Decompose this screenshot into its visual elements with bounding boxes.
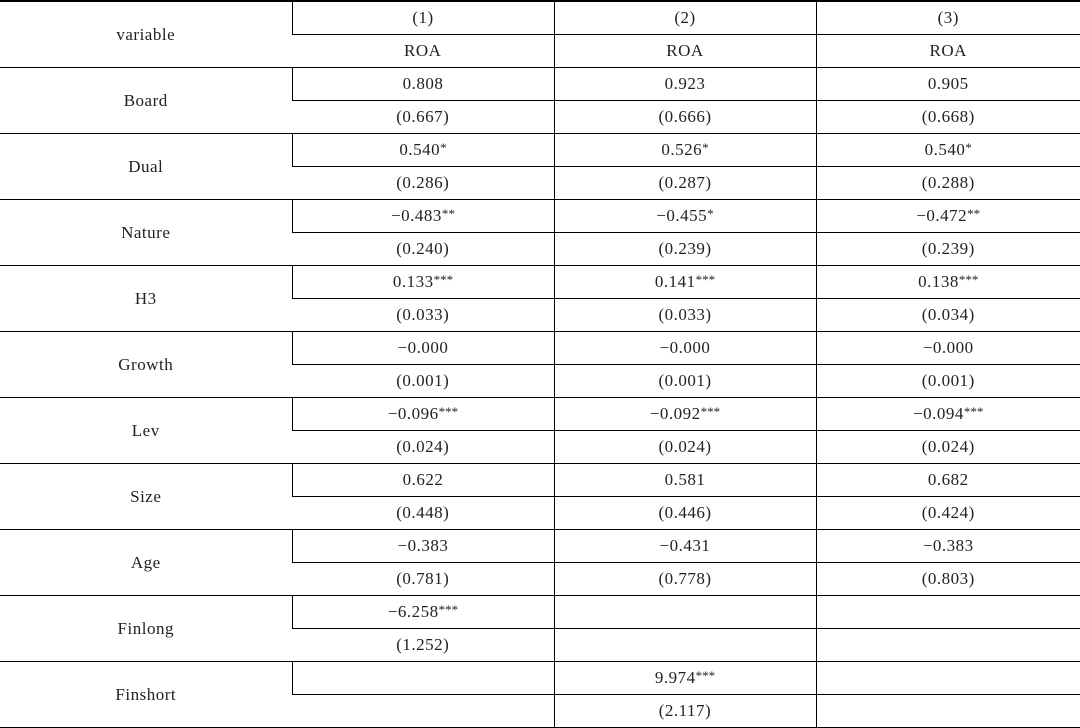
coefficient-value: −0.483 <box>391 206 442 225</box>
coefficient-cell <box>292 200 554 233</box>
variable-name: Size <box>0 464 292 530</box>
standard-error-cell: (0.448) <box>292 497 554 530</box>
standard-error-cell <box>554 629 816 662</box>
table-row-coefficient <box>0 596 1080 629</box>
coefficient-value: 9.974 <box>654 668 696 687</box>
standard-error-cell: (0.803) <box>816 563 1080 596</box>
table-row-coefficient <box>0 266 1080 299</box>
standard-error-cell: (0.239) <box>816 233 1080 266</box>
variable-name: Finlong <box>0 596 292 662</box>
standard-error-cell: (0.033) <box>292 299 554 332</box>
coefficient-value: 0.905 <box>927 74 969 93</box>
dependent-variable-header: ROA <box>816 35 1080 68</box>
coefficient-cell <box>292 596 554 629</box>
standard-error-cell: (0.033) <box>554 299 816 332</box>
standard-error-cell: (0.001) <box>816 365 1080 398</box>
variable-name: Lev <box>0 398 292 464</box>
standard-error-cell: (0.667) <box>292 101 554 134</box>
table-row-coefficient <box>0 398 1080 431</box>
coefficient-value: 0.141 <box>654 272 696 291</box>
coefficient-cell <box>816 464 1080 497</box>
standard-error-cell: (0.668) <box>816 101 1080 134</box>
coefficient-value: 0.540 <box>399 140 441 159</box>
significance-stars: *** <box>700 404 721 419</box>
table-row-coefficient <box>0 68 1080 101</box>
standard-error-cell <box>816 629 1080 662</box>
table-row-coefficient <box>0 530 1080 563</box>
standard-error-cell: (2.117) <box>554 695 816 728</box>
coefficient-cell <box>292 266 554 299</box>
coefficient-value: 0.682 <box>927 470 969 489</box>
standard-error-cell: (0.287) <box>554 167 816 200</box>
coefficient-value: 0.808 <box>402 74 444 93</box>
coefficient-cell <box>292 530 554 563</box>
standard-error-cell: (0.286) <box>292 167 554 200</box>
table-row-coefficient <box>0 200 1080 233</box>
variable-name: H3 <box>0 266 292 332</box>
table-row-coefficient <box>0 332 1080 365</box>
coefficient-cell <box>816 596 1080 629</box>
standard-error-cell: (0.239) <box>554 233 816 266</box>
significance-stars: * <box>440 140 447 155</box>
significance-stars: ** <box>967 206 981 221</box>
coefficient-cell <box>816 332 1080 365</box>
header-row-models <box>0 1 1080 35</box>
coefficient-cell <box>816 530 1080 563</box>
coefficient-value: −0.383 <box>922 536 974 555</box>
standard-error-cell: (0.001) <box>554 365 816 398</box>
standard-error-cell <box>816 695 1080 728</box>
coefficient-value: −0.096 <box>387 404 439 423</box>
significance-stars: *** <box>433 272 454 287</box>
coefficient-cell <box>816 68 1080 101</box>
variable-name: Dual <box>0 134 292 200</box>
variable-name: Age <box>0 530 292 596</box>
coefficient-value: 0.581 <box>664 470 706 489</box>
dependent-variable-header: ROA <box>292 35 554 68</box>
coefficient-cell <box>554 662 816 695</box>
model-column-header: (2) <box>554 1 816 35</box>
coefficient-cell <box>816 134 1080 167</box>
standard-error-cell: (0.781) <box>292 563 554 596</box>
table-body <box>0 68 1080 728</box>
significance-stars: * <box>702 140 709 155</box>
standard-error-cell: (0.288) <box>816 167 1080 200</box>
standard-error-cell: (1.252) <box>292 629 554 662</box>
coefficient-cell <box>292 332 554 365</box>
table-row-coefficient <box>0 464 1080 497</box>
coefficient-cell <box>292 464 554 497</box>
coefficient-value: −0.383 <box>397 536 449 555</box>
coefficient-cell <box>554 68 816 101</box>
significance-stars: *** <box>695 668 716 683</box>
coefficient-cell <box>292 398 554 431</box>
coefficient-value: −0.092 <box>649 404 701 423</box>
coefficient-cell <box>554 134 816 167</box>
variable-header: variable <box>0 1 292 68</box>
coefficient-value: 0.526 <box>661 140 703 159</box>
coefficient-cell <box>292 134 554 167</box>
coefficient-cell <box>816 200 1080 233</box>
significance-stars: * <box>965 140 972 155</box>
coefficient-value: −0.455 <box>656 206 708 225</box>
standard-error-cell <box>292 695 554 728</box>
coefficient-cell <box>554 596 816 629</box>
significance-stars: *** <box>695 272 716 287</box>
coefficient-value: −0.431 <box>659 536 711 555</box>
coefficient-cell <box>554 332 816 365</box>
standard-error-cell: (0.024) <box>554 431 816 464</box>
table-row-coefficient <box>0 134 1080 167</box>
standard-error-cell: (0.240) <box>292 233 554 266</box>
table-row-coefficient <box>0 662 1080 695</box>
coefficient-cell <box>816 398 1080 431</box>
coefficient-value: −0.472 <box>916 206 968 225</box>
variable-name: Nature <box>0 200 292 266</box>
standard-error-cell: (0.001) <box>292 365 554 398</box>
model-column-header: (3) <box>816 1 1080 35</box>
standard-error-cell: (0.034) <box>816 299 1080 332</box>
significance-stars: *** <box>958 272 979 287</box>
coefficient-value: 0.622 <box>402 470 444 489</box>
coefficient-cell <box>554 200 816 233</box>
coefficient-cell <box>816 662 1080 695</box>
significance-stars: * <box>707 206 714 221</box>
coefficient-value: −0.000 <box>922 338 974 357</box>
coefficient-cell <box>554 266 816 299</box>
standard-error-cell: (0.666) <box>554 101 816 134</box>
coefficient-value: 0.540 <box>924 140 966 159</box>
coefficient-cell <box>554 464 816 497</box>
coefficient-value: −6.258 <box>387 602 439 621</box>
coefficient-value: −0.000 <box>397 338 449 357</box>
variable-name: Finshort <box>0 662 292 728</box>
coefficient-value: −0.000 <box>659 338 711 357</box>
significance-stars: *** <box>963 404 984 419</box>
standard-error-cell: (0.024) <box>816 431 1080 464</box>
significance-stars: ** <box>441 206 455 221</box>
coefficient-cell <box>554 398 816 431</box>
coefficient-cell <box>292 662 554 695</box>
model-column-header: (1) <box>292 1 554 35</box>
standard-error-cell: (0.024) <box>292 431 554 464</box>
dependent-variable-header: ROA <box>554 35 816 68</box>
coefficient-cell <box>554 530 816 563</box>
coefficient-value: 0.133 <box>392 272 434 291</box>
significance-stars: *** <box>438 404 459 419</box>
coefficient-cell <box>816 266 1080 299</box>
significance-stars: *** <box>438 602 459 617</box>
standard-error-cell: (0.424) <box>816 497 1080 530</box>
coefficient-value: 0.923 <box>664 74 706 93</box>
coefficient-value: 0.138 <box>918 272 959 291</box>
variable-name: Board <box>0 68 292 134</box>
coefficient-value: −0.094 <box>913 404 964 423</box>
standard-error-cell: (0.778) <box>554 563 816 596</box>
standard-error-cell: (0.446) <box>554 497 816 530</box>
variable-name: Growth <box>0 332 292 398</box>
coefficient-cell <box>292 68 554 101</box>
